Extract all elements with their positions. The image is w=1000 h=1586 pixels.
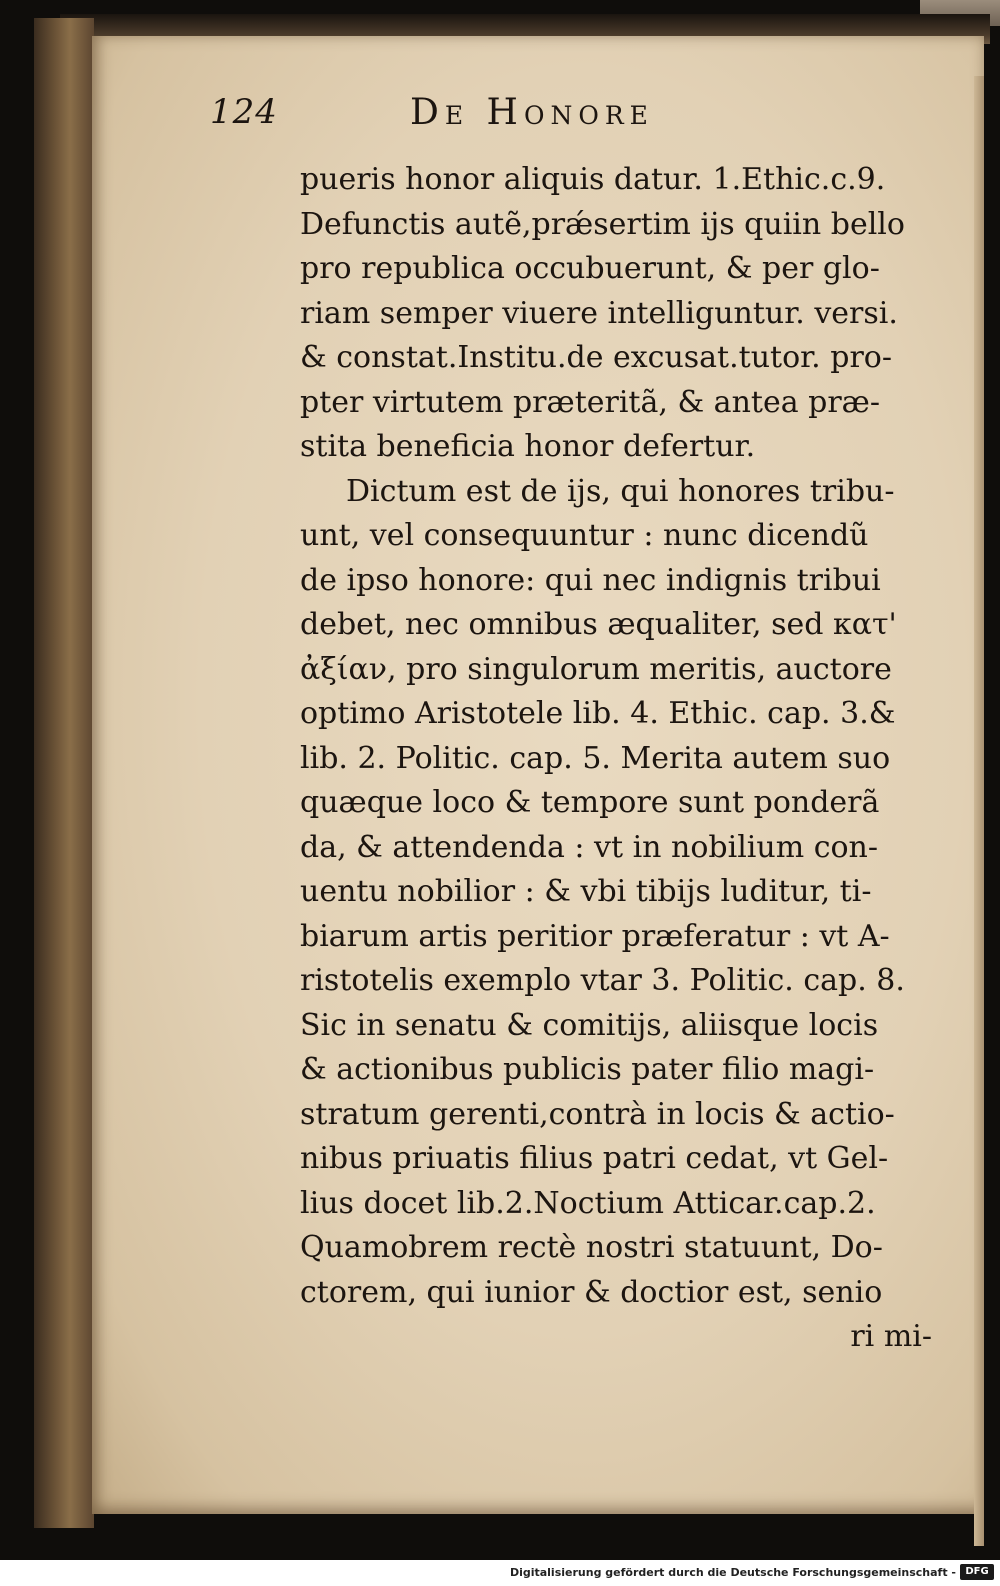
text-line: da, & attendenda : vt in nobilium con- bbox=[300, 829, 879, 865]
text-line: ctorem, qui iunior & doctior est, senio bbox=[300, 1274, 883, 1310]
text-line: lius docet lib.2.Noctium Atticar.cap.2. bbox=[300, 1185, 876, 1221]
text-line: & actionibus publicis pater filio magi- bbox=[300, 1052, 875, 1087]
text-line: debet, nec omnibus æqualiter, sed κατ' bbox=[300, 607, 897, 642]
text-line: & constat.Institu.de excusat.tutor. pro- bbox=[300, 340, 893, 375]
text-line: riam semper viuere intelliguntur. versi. bbox=[300, 295, 898, 331]
text-line: ἀξίαν, pro singulorum meritis, auctore bbox=[300, 651, 892, 687]
book-spine-edge bbox=[34, 18, 94, 1528]
text-line: nibus priuatis filius patri cedat, vt Gel- bbox=[300, 1141, 889, 1176]
text-line: optimo Aristotele lib. 4. Ethic. cap. 3.& bbox=[300, 696, 896, 731]
text-line: biarum artis peritior præferatur : vt A- bbox=[300, 918, 890, 954]
paragraph-first-line: Dictum est de ijs, qui honores tribu- bbox=[346, 473, 895, 509]
text-line: Quamobrem rectè nostri statuunt, Do- bbox=[300, 1230, 883, 1265]
body-text bbox=[300, 158, 940, 1360]
text-line: stratum gerenti,contrà in locis & actio- bbox=[300, 1096, 895, 1132]
text-line: Sic in senatu & comitijs, aliisque locis bbox=[300, 1007, 879, 1043]
text-line: Defunctis autẽ,prǽsertim ijs quiin bello bbox=[300, 206, 905, 242]
catchword: ri mi- bbox=[850, 1319, 932, 1354]
running-head bbox=[210, 92, 810, 144]
page-fore-edge bbox=[974, 76, 984, 1546]
dfg-logo: DFG bbox=[960, 1564, 994, 1580]
footer-bar bbox=[0, 1560, 1000, 1586]
text-line: de ipso honore: qui nec indignis tribui bbox=[300, 562, 881, 598]
text-line: lib. 2. Politic. cap. 5. Merita autem suo bbox=[300, 740, 891, 776]
funding-credit: Digitalisierung gefördert durch die Deutsche Forschungsgemeinschaft - bbox=[509, 1566, 956, 1579]
page-number: 124 bbox=[210, 92, 278, 132]
text-line: quæque loco & tempore sunt ponderã bbox=[300, 785, 880, 820]
text-line: pter virtutem præteritã, & antea præ- bbox=[300, 384, 881, 420]
text-line: stita beneficia honor defertur. bbox=[300, 429, 756, 464]
running-title: De Honore bbox=[410, 92, 654, 133]
text-line: uentu nobilior : & vbi tibijs luditur, ti- bbox=[300, 874, 872, 909]
text-line: pueris honor aliquis datur. 1.Ethic.c.9. bbox=[300, 162, 886, 197]
text-line: pro republica occubuerunt, & per glo- bbox=[300, 251, 880, 286]
text-line: ristotelis exemplo vtar 3. Politic. cap. 8. bbox=[300, 963, 905, 998]
text-line: unt, vel consequuntur : nunc dicendũ bbox=[300, 518, 869, 553]
